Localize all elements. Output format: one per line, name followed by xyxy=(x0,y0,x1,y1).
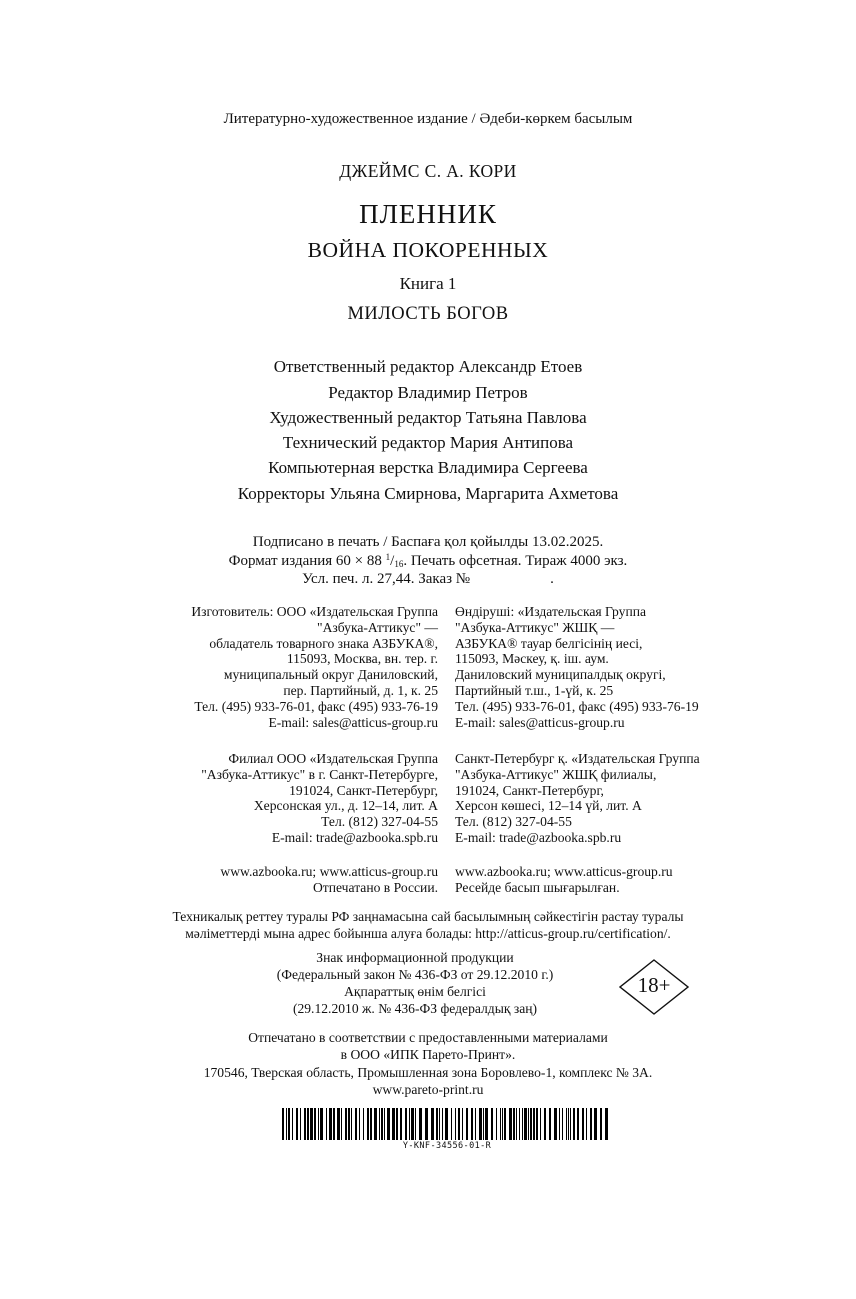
format-denominator: 16 xyxy=(394,559,404,569)
barcode-bar xyxy=(524,1108,527,1140)
barcode-bar xyxy=(451,1108,452,1140)
address-line: Тел. (812) 327-04-55 xyxy=(455,814,572,830)
age-rating-text: 18+ xyxy=(637,973,671,997)
credit-line: Художественный редактор Татьяна Павлова xyxy=(269,408,587,427)
barcode-bar xyxy=(500,1108,501,1140)
age-rating-badge xyxy=(619,959,689,1015)
branch-ru xyxy=(201,751,438,846)
barcode-bar xyxy=(381,1108,383,1140)
barcode-bar xyxy=(528,1108,529,1140)
address-line: Филиал ООО «Издательская Группа xyxy=(228,751,438,766)
barcode-bar xyxy=(439,1108,440,1140)
printer-line: в ООО «ИПК Парето-Принт». xyxy=(340,1047,516,1062)
address-line: муниципальный округ Даниловский, xyxy=(223,667,438,683)
address-line: Партийный т.ш., 1-үй, к. 25 xyxy=(455,682,614,698)
barcode-bar xyxy=(351,1108,352,1140)
author-name: ДЖЕЙМС С. А. КОРИ xyxy=(339,161,517,181)
barcode-bar xyxy=(582,1108,584,1140)
barcode-bar xyxy=(562,1108,563,1140)
web-line: www.azbooka.ru; www.atticus-group.ru xyxy=(220,864,438,879)
address-line: "Азбука-Аттикус" — xyxy=(317,619,438,635)
address-line: Херсонская ул., д. 12–14, лит. А xyxy=(253,798,438,814)
barcode-bar xyxy=(359,1108,360,1140)
barcode-bar xyxy=(479,1108,482,1140)
barcode-bar xyxy=(536,1108,538,1140)
barcode-bar xyxy=(419,1108,422,1140)
barcode-bar xyxy=(296,1108,298,1140)
barcode-bar xyxy=(573,1108,575,1140)
address-line: пер. Партийный, д. 1, к. 25 xyxy=(283,682,438,698)
book-subtitle: МИЛОСТЬ БОГОВ xyxy=(347,304,509,324)
barcode-bar xyxy=(475,1108,476,1140)
barcode-bar xyxy=(370,1108,372,1140)
barcode-bar xyxy=(341,1108,342,1140)
sheets-end: . xyxy=(550,571,554,587)
web-ru xyxy=(220,864,438,896)
barcode-bar xyxy=(502,1108,503,1140)
barcode-bar xyxy=(600,1108,602,1140)
series-title: ВОЙНА ПОКОРЕННЫХ xyxy=(307,238,549,262)
address-line: Изготовитель: ООО «Издательская Группа xyxy=(191,604,438,619)
branch-kz xyxy=(455,751,700,846)
barcode-bar xyxy=(568,1108,569,1140)
signed-line: Подписано в печать / Баспаға қол қойылды 13.02.2025. xyxy=(252,534,604,550)
barcode-bar xyxy=(513,1108,515,1140)
barcode-bar xyxy=(577,1108,579,1140)
barcode-bar xyxy=(466,1108,468,1140)
barcode-bar xyxy=(337,1108,340,1140)
barcode-bar xyxy=(549,1108,551,1140)
barcode-bar xyxy=(288,1108,290,1140)
address-line: "Азбука-Аттикус" в г. Санкт-Петербурге, xyxy=(201,766,438,782)
sheets-text: Усл. печ. л. 27,44. Заказ № xyxy=(302,571,471,587)
address-line: "Азбука-Аттикус" ЖШҚ филиалы, xyxy=(455,766,657,782)
barcode-bar xyxy=(300,1108,301,1140)
address-line: 191024, Санкт-Петербург, xyxy=(289,782,438,798)
address-line: E-mail: sales@atticus-group.ru xyxy=(455,714,625,730)
barcode-bar xyxy=(516,1108,517,1140)
sheets-line xyxy=(0,571,856,588)
barcode-bar xyxy=(355,1108,357,1140)
barcode-bar xyxy=(379,1108,380,1140)
address-line: Тел. (495) 933-76-01, факс (495) 933-76-19 xyxy=(194,698,438,714)
credit-line: Ответственный редактор Александр Етоев xyxy=(273,357,583,376)
barcode-bar xyxy=(431,1108,434,1140)
address-line: обладатель товарного знака АЗБУКА®, xyxy=(209,635,438,651)
manufacturer-ru xyxy=(191,604,438,730)
barcode-bar xyxy=(483,1108,484,1140)
barcode xyxy=(282,1108,612,1140)
barcode-bar xyxy=(458,1108,460,1140)
barcode-bar xyxy=(333,1108,335,1140)
book-title: ПЛЕННИК xyxy=(359,199,497,229)
barcode-bar xyxy=(425,1108,428,1140)
address-line: АЗБУКА® тауар белгісінің иесі, xyxy=(455,635,643,651)
barcode-bar xyxy=(605,1108,608,1140)
barcode-bar xyxy=(415,1108,416,1140)
barcode-bar xyxy=(304,1108,306,1140)
barcode-bar xyxy=(566,1108,567,1140)
address-line: E-mail: trade@azbooka.spb.ru xyxy=(455,829,622,845)
barcode-bar xyxy=(559,1108,560,1140)
address-line: Санкт-Петербург қ. «Издательская Группа xyxy=(455,751,700,766)
format-numerator: 1 xyxy=(385,552,391,562)
barcode-bar xyxy=(314,1108,316,1140)
barcode-bar xyxy=(286,1108,287,1140)
book-number: Книга 1 xyxy=(399,274,457,293)
age-info-line: (29.12.2010 ж. № 436-ФЗ федералдық заң) xyxy=(292,1001,538,1016)
age-info-line: (Федеральный закон № 436-ФЗ от 29.12.2010 г.) xyxy=(276,967,554,982)
format-prefix: Формат издания 60 × 88 xyxy=(228,553,382,569)
barcode-bar xyxy=(405,1108,407,1140)
barcode-bar xyxy=(320,1108,323,1140)
barcode-bar xyxy=(522,1108,523,1140)
barcode-bar xyxy=(363,1108,364,1140)
address-line: "Азбука-Аттикус" ЖШҚ — xyxy=(455,619,615,635)
certification-line: Техникалық реттеу туралы РФ заңнамасына сай басылымның сәйкестігін растау туралы xyxy=(172,909,684,924)
credit-line: Компьютерная верстка Владимира Сергеева xyxy=(268,458,588,477)
barcode-bar xyxy=(307,1108,309,1140)
barcode-bar xyxy=(533,1108,535,1140)
address-line: Тел. (495) 933-76-01, факс (495) 933-76-19 xyxy=(455,698,699,714)
barcode-bar xyxy=(345,1108,347,1140)
address-line: 115093, Москва, вн. тер. г. xyxy=(286,651,438,667)
printer-line: Отпечатано в соответствии с предоставленными материалами xyxy=(248,1030,608,1045)
barcode-bar xyxy=(387,1108,390,1140)
barcode-bar xyxy=(530,1108,532,1140)
address-line: Херсон көшесі, 12–14 үй, лит. А xyxy=(455,798,642,814)
barcode-bar xyxy=(310,1108,313,1140)
barcode-bar xyxy=(318,1108,319,1140)
barcode-bar xyxy=(374,1108,377,1140)
web-kz xyxy=(455,864,673,896)
address-line: 115093, Мәскеу, қ. іш. аум. xyxy=(455,651,609,667)
barcode-bar xyxy=(471,1108,473,1140)
barcode-number: Y-KNF-34556-01-R xyxy=(402,1141,492,1151)
barcode-bar xyxy=(396,1108,398,1140)
barcode-bar xyxy=(292,1108,293,1140)
address-line: Тел. (812) 327-04-55 xyxy=(321,814,438,830)
barcode-bar xyxy=(554,1108,557,1140)
age-info-line: Знак информационной продукции xyxy=(316,950,514,965)
barcode-bar xyxy=(329,1108,332,1140)
barcode-bar xyxy=(540,1108,541,1140)
address-line: E-mail: trade@azbooka.spb.ru xyxy=(271,829,438,845)
barcode-bar xyxy=(590,1108,592,1140)
barcode-bar xyxy=(442,1108,443,1140)
printed-in-line: Отпечатано в России. xyxy=(312,879,438,895)
age-info-line: Ақпараттық өнім белгісі xyxy=(344,984,486,999)
format-suffix: . Печать офсетная. Тираж 4000 экз. xyxy=(403,553,628,569)
barcode-bar xyxy=(445,1108,448,1140)
printed-in-line: Ресейде басып шығарылған. xyxy=(455,879,620,895)
barcode-bar xyxy=(411,1108,414,1140)
barcode-bar xyxy=(485,1108,488,1140)
format-line: Формат издания 60 × 88 $^1/_{16}$. Печать офсетная. Тираж 4000 экз. xyxy=(228,552,628,569)
barcode-bar xyxy=(326,1108,327,1140)
barcode-bar xyxy=(509,1108,512,1140)
barcode-bar xyxy=(282,1108,284,1140)
barcode-bar xyxy=(392,1108,395,1140)
barcode-bar xyxy=(400,1108,402,1140)
printer-line: 170546, Тверская область, Промышленная зона Боровлево-1, комплекс № 3А. xyxy=(203,1065,653,1080)
barcode-bar xyxy=(491,1108,493,1140)
barcode-bar xyxy=(348,1108,350,1140)
barcode-bar xyxy=(436,1108,438,1140)
barcode-bar xyxy=(384,1108,385,1140)
barcode-bar xyxy=(519,1108,520,1140)
barcode-bar xyxy=(409,1108,410,1140)
printer-line: www.pareto-print.ru xyxy=(372,1082,484,1097)
address-line: Даниловский муниципалдық округі, xyxy=(455,667,666,683)
web-line: www.azbooka.ru; www.atticus-group.ru xyxy=(455,864,673,879)
barcode-bar xyxy=(462,1108,463,1140)
barcode-bar xyxy=(496,1108,497,1140)
address-line: E-mail: sales@atticus-group.ru xyxy=(268,714,438,730)
credit-line: Корректоры Ульяна Смирнова, Маргарита Ахметова xyxy=(237,484,619,503)
credit-line: Технический редактор Мария Антипова xyxy=(282,433,574,452)
address-line: 191024, Санкт-Петербург, xyxy=(455,782,604,798)
barcode-bar xyxy=(455,1108,456,1140)
address-line: Өндіруші: «Издательская Группа xyxy=(455,604,647,619)
barcode-bar xyxy=(594,1108,597,1140)
edition-type: Литературно-художественное издание / Әдеби-көркем басылым xyxy=(223,111,633,127)
barcode-bar xyxy=(367,1108,369,1140)
barcode-bar xyxy=(570,1108,571,1140)
barcode-bar xyxy=(544,1108,546,1140)
barcode-bar xyxy=(586,1108,587,1140)
certification-line: мәліметтерді мына адрес бойынша алуға болады: http://atticus-group.ru/certification/. xyxy=(185,926,671,941)
barcode-bar xyxy=(504,1108,506,1140)
credit-line: Редактор Владимир Петров xyxy=(328,383,528,402)
manufacturer-kz xyxy=(455,604,699,730)
